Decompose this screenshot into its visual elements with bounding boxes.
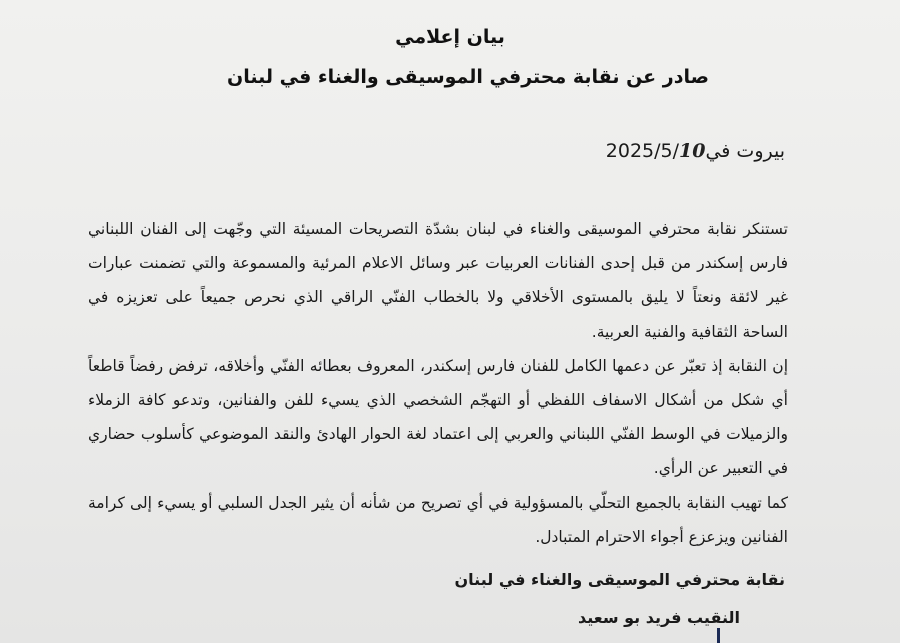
document-subtitle: صادر عن نقابة محترفي الموسيقى والغناء في لبنان (227, 66, 709, 88)
date-value (606, 140, 706, 162)
body-paragraph-2: إن النقابة إذ تعبّر عن دعمها الكامل للفنان فارس إسكندر، المعروف بعطائه الفنّي وأخلاقه، ترفض رفضاً قاطعاً أي شكل من أشكال الاسفاف اللفظي أو التهجّم الشخصي الذي يسيء للفن والفنانين، وتدعو كافة الزملاء والزميلات في الوسط الفنّي اللبناني والعربي إلى اعتماد لغة الحوار الهادئ والنقد الموضوعي كأسلوب حضاري في التعبير عن الرأي. (88, 356, 788, 478)
body-paragraph-1: تستنكر نقابة محترفي الموسيقى والغناء في لبنان بشدّة التصريحات المسيئة التي وجّهت إلى الفنان اللبناني فارس إسكندر من قبل إحدى الفنانات العربيات عبر وسائل الاعلام المرئية والمسموعة والتي تضمنت عبارات غير لائقة ونعتاً لا يليق بالمستوى الأخلاقي ولا بالخطاب الفنّي الراقي الذي نحرص جميعاً على تعزيزه في الساحة الثقافية والفنية العربية. (88, 220, 788, 341)
signature-name: النقيب فريد بو سعيد (578, 608, 740, 627)
signature-ink-stroke (717, 628, 720, 643)
date-rest: 2025/5/ (605, 140, 680, 162)
dateline (606, 140, 785, 162)
document-title: بيان إعلامي (395, 26, 505, 48)
date-day-handwritten: 10 (679, 140, 706, 162)
body-paragraph-3: كما تهيب النقابة بالجميع التحلّي بالمسؤولية في أي تصريح من شأنه أن يثير الجدل السلبي أو يسيء إلى كرامة الفنانين ويزعزع أجواء الاحترام المتبادل. (88, 493, 788, 546)
dateline-prefix: بيروت في (705, 140, 785, 162)
signature-organization: نقابة محترفي الموسيقى والغناء في لبنان (454, 570, 785, 589)
document-body (88, 212, 788, 554)
